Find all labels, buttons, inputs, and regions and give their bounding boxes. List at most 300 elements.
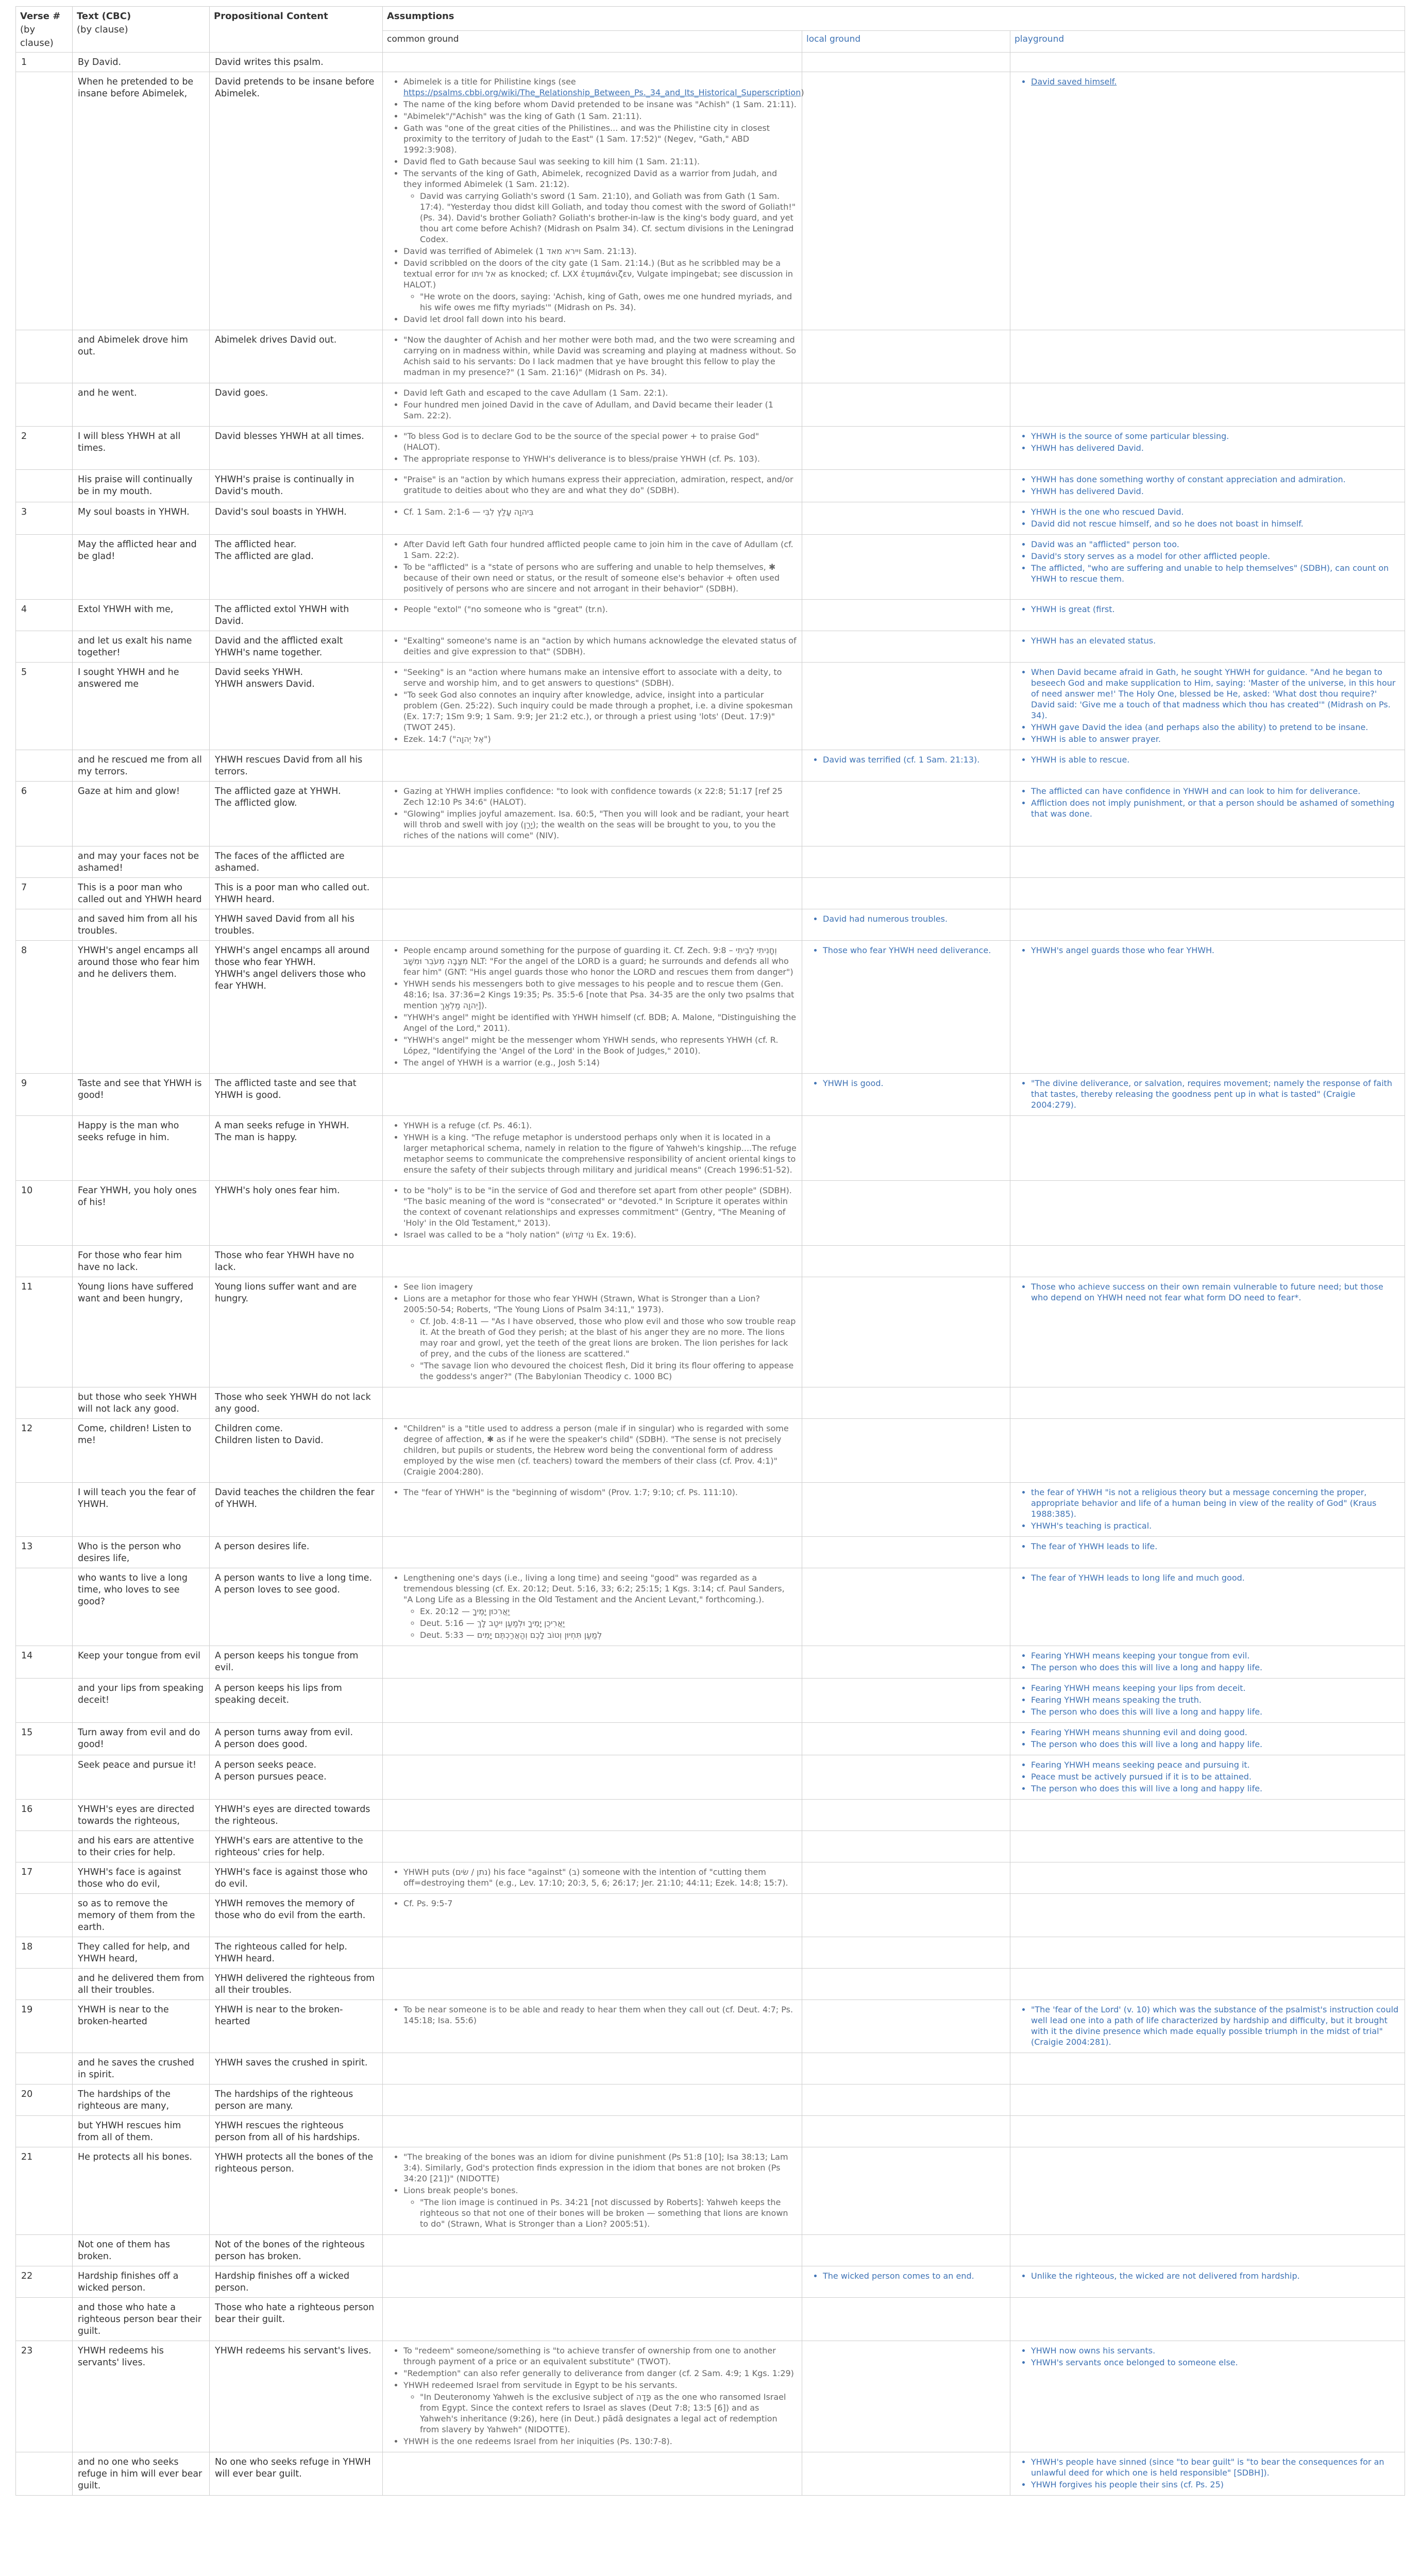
- verse-number-cell: [16, 383, 73, 427]
- proposition-line: David goes.: [215, 388, 268, 398]
- assumption-item: • The fear of YHWH leads to long life and much good.: [1031, 1572, 1399, 1583]
- assumption-item: • the fear of YHWH "is not a religious theory but a message concerning the proper, appropriate behavior and life of a human being in view of the reality of God" (Kraus 1988:385).: [1031, 1487, 1399, 1519]
- assumption-list: [1016, 667, 1399, 744]
- clause-text-cell: but YHWH rescues him from all of them.: [73, 2116, 210, 2147]
- proposition-line: Those who seek YHWH do not lack any good.: [215, 1392, 371, 1414]
- propositional-content-cell: [210, 1568, 383, 1646]
- clause-text-cell: Keep your tongue from evil: [73, 1646, 210, 1679]
- playground-cell: [1010, 2235, 1405, 2266]
- assumption-item: • YHWH puts (נתן / שׂים) his face "against" (ב) someone with the intention of "cutting them off=destroying them" (e.g., Lev. 17:10; 20:3, 5, 6; 26:17; Jer. 21:10; 44:11; Ezek. 14:8; 15:7).: [403, 1867, 797, 1888]
- assumption-item: • The afflicted can have confidence in YHWH and can look to him for deliverance.: [1031, 786, 1399, 796]
- playground-cell: [1010, 2147, 1405, 2235]
- assumption-list: [388, 945, 797, 1068]
- common-ground-cell: [383, 1116, 802, 1181]
- common-ground-cell: [383, 330, 802, 383]
- common-ground-cell: [383, 1894, 802, 1937]
- verse-number-cell: [16, 2053, 73, 2084]
- clause-text-cell: I sought YHWH and he answered me: [73, 663, 210, 750]
- propositional-content-cell: [210, 1277, 383, 1387]
- local-ground-cell: [802, 1246, 1010, 1277]
- common-ground-cell: [383, 2147, 802, 2235]
- assumption-list: [1016, 506, 1399, 529]
- table-row: [16, 1568, 1405, 1646]
- assumption-item: • Fearing YHWH means keeping your tongue from evil.: [1031, 1650, 1399, 1661]
- propositional-content-cell: [210, 2084, 383, 2116]
- assumption-item: • To be near someone is to be able and ready to hear them when they call out (cf. Deut. 4:7; Ps. 145:18; Isa. 55:6): [403, 2004, 797, 2026]
- table-row: [16, 1723, 1405, 1755]
- assumption-item: • YHWH's servants once belonged to someone else.: [1031, 2357, 1399, 2368]
- assumption-list: [388, 2151, 797, 2229]
- assumption-item: • Fearing YHWH means speaking the truth.: [1031, 1694, 1399, 1705]
- playground-cell: [1010, 1679, 1405, 1723]
- verse-number-cell: [16, 1894, 73, 1937]
- playground-cell: [1010, 383, 1405, 427]
- local-ground-cell: [802, 1646, 1010, 1679]
- assumption-list: [1016, 604, 1399, 615]
- clause-text-cell: Hardship finishes off a wicked person.: [73, 2266, 210, 2298]
- local-ground-cell: [802, 1537, 1010, 1568]
- clause-text-cell: Taste and see that YHWH is good!: [73, 1074, 210, 1116]
- playground-cell: [1010, 2266, 1405, 2298]
- assumption-item: • "Now the daughter of Achish and her mother were both mad, and the two were screaming and carrying on in madness within, while David was screaming and playing at madness without. So Achish said to his servants: Do I lack madmen that ye have brought this fellow to play the madman in my presence?" (1 Sam. 21:16)" (Midrash on Ps. 34).: [403, 334, 797, 378]
- verse-number-cell: 8: [16, 941, 73, 1074]
- table-row: [16, 2084, 1405, 2116]
- table-row: [16, 1246, 1405, 1277]
- proposition-line: Children come.: [215, 1423, 283, 1434]
- assumption-item: • David left Gath and escaped to the cave Adullam (1 Sam. 22:1).: [403, 387, 797, 398]
- proposition-line: A person seeks peace.: [215, 1760, 317, 1770]
- proposition-line: The righteous called for help.: [215, 1942, 347, 1952]
- local-ground-cell: [802, 2298, 1010, 2341]
- local-ground-cell: [802, 600, 1010, 631]
- proposition-line: A person wants to live a long time.: [215, 1573, 373, 1583]
- verse-number-cell: [16, 1246, 73, 1277]
- assumption-list: [1016, 1727, 1399, 1750]
- propositional-content-cell: [210, 2053, 383, 2084]
- proposition-line: A person turns away from evil.: [215, 1727, 353, 1738]
- proposition-line: A person keeps his lips from speaking deceit.: [215, 1683, 342, 1705]
- proposition-line: YHWH's face is against those who do evil.: [215, 1867, 368, 1889]
- clause-text-cell: For those who fear him have no lack.: [73, 1246, 210, 1277]
- assumption-item: • See lion imagery: [403, 1281, 797, 1292]
- table-row: [16, 1679, 1405, 1723]
- verse-number-cell: [16, 470, 73, 502]
- table-row: [16, 1937, 1405, 1969]
- proposition-line: Hardship finishes off a wicked person.: [215, 2271, 350, 2293]
- assumption-sublist: [403, 2197, 797, 2229]
- proposition-line: The afflicted extol YHWH with David.: [215, 604, 349, 626]
- propositional-content-cell: [210, 1181, 383, 1246]
- assumption-list: [1016, 2345, 1399, 2368]
- common-ground-cell: [383, 1862, 802, 1894]
- clause-text-cell: Turn away from evil and do good!: [73, 1723, 210, 1755]
- playground-cell: [1010, 1894, 1405, 1937]
- assumption-item: • Those who achieve success on their own remain vulnerable to future need; but those who depend on YHWH need not fear what form DO need to fear*.: [1031, 1281, 1399, 1303]
- clause-text-cell: and Abimelek drove him out.: [73, 330, 210, 383]
- common-ground-cell: [383, 631, 802, 663]
- verse-number-cell: [16, 750, 73, 782]
- local-ground-cell: [802, 941, 1010, 1074]
- verse-number-cell: 10: [16, 1181, 73, 1246]
- propositional-content-cell: [210, 1831, 383, 1862]
- local-ground-cell: [802, 1831, 1010, 1862]
- proposition-line: Not of the bones of the righteous person has broken.: [215, 2240, 365, 2262]
- clause-text-cell: His praise will continually be in my mouth.: [73, 470, 210, 502]
- assumption-item: • Fearing YHWH means seeking peace and pursuing it.: [1031, 1759, 1399, 1770]
- proposition-line: A person desires life.: [215, 1541, 310, 1552]
- local-ground-cell: [802, 2147, 1010, 2235]
- playground-cell: [1010, 2053, 1405, 2084]
- assumption-item: • The wicked person comes to an end.: [823, 2270, 1005, 2281]
- propositional-content-cell: [210, 1646, 383, 1679]
- assumption-subitem: ◦ "In Deuteronomy Yahweh is the exclusive subject of פָּדָה as the one who ransomed Israel from Egypt. Since the context refers to Israel as slaves (Deut 7:8; 13:5 [6]) and as Yahweh's inheritance (9:26), here (in Deut.) pādâ designates a legal act of redemption from slavery by Yahweh" (NIDOTTE).: [420, 2392, 797, 2435]
- assumption-item: • Fearing YHWH means keeping your lips from deceit.: [1031, 1683, 1399, 1693]
- verse-number-cell: 11: [16, 1277, 73, 1387]
- local-ground-cell: [802, 53, 1010, 72]
- local-ground-cell: [802, 1277, 1010, 1387]
- clause-text-cell: Fear YHWH, you holy ones of his!: [73, 1181, 210, 1246]
- assumption-item: • Lengthening one's days (i.e., living a long time) and seeing "good" was regarded as a tremendous blessing (cf. Ex. 20:12; Deut. 5:16, 33; 6:2; 25:15; 1 Kgs. 3:14; cf. Paul Sanders, "A Long Life as a Blessing in the Old Testament and the Ancient Levant," forthcoming.). ◦ Ex. 20:12 — יַאֲרִכוּן יָמֶיךָ ◦ Deut. 5:16 — יַאֲרִיכֻן יָמֶיךָ וּלְמַעַן יִיטַב לָךְ ◦ Deut. 5:33 — לְמַעַן תִּחְיוּן וְטוֹב לָכֶם וְהַאֲרַכְתֶּם יָמִים: [403, 1572, 797, 1640]
- common-ground-cell: [383, 470, 802, 502]
- assumption-item: • When David became afraid in Gath, he sought YHWH for guidance. "And he began to beseech God and make supplication to Him, saying: 'Master of the universe, in this hour of need answer me!' The Holy One, blessed be He, asked: 'What dost thou require?' David said: 'Give me a touch of that madness which thou has created'" (Midrash on Ps. 34).: [1031, 667, 1399, 721]
- assumption-item: [403, 291, 797, 313]
- assumption-item: • YHWH is great (first.: [1031, 604, 1399, 615]
- common-ground-cell: [383, 2053, 802, 2084]
- table-row: [16, 2298, 1405, 2341]
- proposition-line: The faces of the afflicted are ashamed.: [215, 851, 345, 873]
- verse-number-cell: [16, 1969, 73, 2000]
- table-row: [16, 782, 1405, 846]
- verse-number-cell: [16, 909, 73, 941]
- local-ground-cell: [802, 2053, 1010, 2084]
- propositional-content-cell: [210, 2000, 383, 2053]
- table-row: [16, 1537, 1405, 1568]
- local-ground-cell: [802, 909, 1010, 941]
- table-row: [16, 2053, 1405, 2084]
- propositional-column-header: Propositional Content: [210, 7, 383, 53]
- assumption-item: • Abimelek is a title for Philistine kings (see https://psalms.cbbi.org/wiki/The_Relationship_Between_Ps._34_and_Its_Historical_Superscription): [403, 76, 797, 98]
- assumption-item: • The fear of YHWH leads to life.: [1031, 1541, 1399, 1552]
- assumption-list: [388, 1185, 797, 1240]
- assumption-list: [1016, 2004, 1399, 2047]
- assumption-list: [1016, 2270, 1399, 2281]
- assumption-sublist: [403, 291, 797, 313]
- clause-text-cell: YHWH is near to the broken-hearted: [73, 2000, 210, 2053]
- assumption-item: • YHWH's teaching is practical.: [1031, 1520, 1399, 1531]
- proposition-line: Those who fear YHWH have no lack.: [215, 1250, 354, 1273]
- table-row: [16, 1755, 1405, 1800]
- clause-text-cell: May the afflicted hear and be glad!: [73, 535, 210, 600]
- local-ground-cell: [802, 1387, 1010, 1419]
- common-ground-cell: [383, 2000, 802, 2053]
- common-ground-cell: [383, 1246, 802, 1277]
- table-row: [16, 2235, 1405, 2266]
- verse-number-cell: 18: [16, 1937, 73, 1969]
- table-row: [16, 1862, 1405, 1894]
- common-ground-cell: [383, 750, 802, 782]
- local-ground-cell: [802, 72, 1010, 330]
- clause-text-cell: and those who hate a righteous person bear their guilt.: [73, 2298, 210, 2341]
- assumption-list: [1016, 1572, 1399, 1583]
- local-ground-cell: [802, 1969, 1010, 2000]
- playground-cell: [1010, 330, 1405, 383]
- table-row: [16, 330, 1405, 383]
- verse-number-cell: [16, 2116, 73, 2147]
- table-row: [16, 631, 1405, 663]
- propositional-content-cell: [210, 1755, 383, 1800]
- local-ground-cell: [802, 2235, 1010, 2266]
- clause-text-cell: who wants to live a long time, who loves to see good?: [73, 1568, 210, 1646]
- clause-text-cell: Extol YHWH with me,: [73, 600, 210, 631]
- assumption-list: [388, 2345, 797, 2447]
- assumption-list: [388, 334, 797, 378]
- common-ground-cell: [383, 1568, 802, 1646]
- assumption-list: [388, 431, 797, 464]
- assumption-item: • The angel of YHWH is a warrior (e.g., Josh 5:14): [403, 1057, 797, 1068]
- propositional-content-cell: [210, 383, 383, 427]
- propositional-content-cell: [210, 1937, 383, 1969]
- propositional-content-cell: [210, 1483, 383, 1537]
- clause-text-cell: and he went.: [73, 383, 210, 427]
- assumption-list: [388, 539, 797, 594]
- proposition-line: YHWH saved David from all his troubles.: [215, 914, 354, 936]
- playground-cell: [1010, 53, 1405, 72]
- proposition-line: This is a poor man who called out.: [215, 883, 370, 893]
- proposition-line: YHWH's ears are attentive to the righteous' cries for help.: [215, 1836, 363, 1858]
- assumption-item: • YHWH forgives his people their sins (cf. Ps. 25): [1031, 2479, 1399, 2490]
- propositional-content-cell: [210, 2116, 383, 2147]
- clause-text-cell: YHWH's face is against those who do evil,: [73, 1862, 210, 1894]
- assumption-list: [388, 474, 797, 496]
- table-row: [16, 1387, 1405, 1419]
- proposition-line: David teaches the children the fear of YHWH.: [215, 1487, 375, 1510]
- clause-text-cell: and your lips from speaking deceit!: [73, 1679, 210, 1723]
- propositional-content-cell: [210, 663, 383, 750]
- verse-number-cell: 6: [16, 782, 73, 846]
- reference-link[interactable]: https://psalms.cbbi.org/wiki/The_Relationship_Between_Ps._34_and_Its_Historical_Superscription: [403, 88, 801, 97]
- assumption-subitem: ◦ "He wrote on the doors, saying: 'Achish, king of Gath, owes me one hundred myriads, and his wife owes me fifty myriads'" (Midrash on Ps. 34).: [420, 291, 797, 313]
- assumption-list: [388, 786, 797, 841]
- proposition-line: YHWH delivered the righteous from all their troubles.: [215, 1973, 375, 1995]
- proposition-line: YHWH heard.: [215, 1954, 275, 1964]
- text-column-header: Text (CBC) (by clause): [73, 7, 210, 53]
- verse-number-cell: 5: [16, 663, 73, 750]
- table-row: [16, 1800, 1405, 1831]
- playground-cell: [1010, 2341, 1405, 2452]
- playground-cell: [1010, 1831, 1405, 1862]
- playground-cell: [1010, 1862, 1405, 1894]
- assumption-subitem: ◦ "The savage lion who devoured the choicest flesh, Did it bring its flour offering to appease the goddess's anger?" (The Babylonian Theodicy c. 1000 BC): [420, 1360, 797, 1382]
- assumption-list: [1016, 1281, 1399, 1303]
- verse-number-cell: [16, 2452, 73, 2496]
- propositional-content-cell: [210, 1969, 383, 2000]
- propositional-content-cell: [210, 600, 383, 631]
- common-ground-cell: [383, 1277, 802, 1387]
- verse-number-cell: 21: [16, 2147, 73, 2235]
- clause-text-cell: but those who seek YHWH will not lack any good.: [73, 1387, 210, 1419]
- verse-number-cell: 17: [16, 1862, 73, 1894]
- table-row: [16, 909, 1405, 941]
- table-row: [16, 1483, 1405, 1537]
- common-ground-cell: [383, 941, 802, 1074]
- local-ground-cell: [802, 1862, 1010, 1894]
- assumption-subitem: ◦ Deut. 5:16 — יַאֲרִיכֻן יָמֶיךָ וּלְמַעַן יִיטַב לָךְ: [420, 1618, 797, 1629]
- verse-number-cell: [16, 330, 73, 383]
- table-row: [16, 1181, 1405, 1246]
- verse-number-cell: [16, 1755, 73, 1800]
- proposition-line: The afflicted gaze at YHWH.: [215, 786, 341, 796]
- assumption-item: • YHWH is able to rescue.: [1031, 754, 1399, 765]
- assumption-item: • YHWH now owns his servants.: [1031, 2345, 1399, 2356]
- common-ground-cell: [383, 2084, 802, 2116]
- assumption-item: • People encamp around something for the purpose of guarding it. Cf. Zech. 9:8 – וְחָנִיתִי לְבֵיתִי מִצָּבָה מֵעֹבֵר וּמִשָּׁב NLT: "For the angel of the LORD is a guard; he surrounds and defends all who fear him" (GNT: "His angel guards those who honor the LORD and rescues them from danger"): [403, 945, 797, 977]
- assumption-item: • "Praise" is an "action by which humans express their appreciation, admiration, respect, and/or gratitude to deities about who they are and what they do" (SDBH).: [403, 474, 797, 496]
- assumption-item: • The person who does this will live a long and happy life.: [1031, 1739, 1399, 1750]
- assumption-item: • to be "holy" is to be "in the service of God and therefore set apart from other people" (SDBH). "The basic meaning of the word is "consecrated" or "devoted." In Scripture it operates within the context of covenant relationships and expresses commitment" (Gentry, "The Meaning of 'Holy' in the Old Testament," 2013).: [403, 1185, 797, 1228]
- assumption-list: [807, 913, 1005, 924]
- common-ground-cell: [383, 2298, 802, 2341]
- proposition-line: The hardships of the righteous person are many.: [215, 2089, 353, 2111]
- proposition-line: David's soul boasts in YHWH.: [215, 507, 347, 517]
- playground-cell: [1010, 2116, 1405, 2147]
- assumption-item: • Cf. Ps. 9:5-7: [403, 1898, 797, 1909]
- clause-text-cell: Who is the person who desires life,: [73, 1537, 210, 1568]
- clause-text-cell: I will teach you the fear of YHWH.: [73, 1483, 210, 1537]
- playground-header: playground: [1010, 31, 1405, 53]
- local-ground-cell: [802, 2341, 1010, 2452]
- playground-cell: [1010, 470, 1405, 502]
- clause-text-cell: My soul boasts in YHWH.: [73, 502, 210, 535]
- assumption-subitem: ◦ "The lion image is continued in Ps. 34:21 [not discussed by Roberts]: Yahweh keeps the righteous so that not one of their bones will be broken — something that lions are known to do" (Strawn, What is Stronger than a Lion? 2005:51).: [420, 2197, 797, 2229]
- propositional-content-cell: [210, 941, 383, 1074]
- proposition-line: YHWH removes the memory of those who do evil from the earth.: [215, 1899, 366, 1921]
- clause-text-cell: and saved him from all his troubles.: [73, 909, 210, 941]
- assumption-list: [1016, 754, 1399, 765]
- table-row: [16, 1831, 1405, 1862]
- proposition-line: A person does good.: [215, 1739, 308, 1750]
- verse-number-cell: [16, 1483, 73, 1537]
- table-row: [16, 846, 1405, 878]
- assumption-list: [807, 1078, 1005, 1089]
- verse-number-cell: 15: [16, 1723, 73, 1755]
- assumption-list: [1016, 1078, 1399, 1110]
- assumption-list: [1016, 635, 1399, 646]
- local-ground-cell: [802, 846, 1010, 878]
- assumption-item: • "Exalting" someone's name is an "action by which humans acknowledge the elevated status of deities and give expression to that" (SDBH).: [403, 635, 797, 657]
- assumption-item: • Fearing YHWH means shunning evil and doing good.: [1031, 1727, 1399, 1738]
- assumption-item: • David was terrified of Abimelek (1 ויירא מאד Sam. 21:13).: [403, 246, 797, 257]
- proposition-line: David pretends to be insane before Abimelek.: [215, 77, 375, 99]
- table-row: [16, 427, 1405, 470]
- local-ground-cell: [802, 1755, 1010, 1800]
- assumption-list: [1016, 945, 1399, 956]
- verse-number-cell: [16, 2235, 73, 2266]
- table-row: [16, 2000, 1405, 2053]
- common-ground-cell: [383, 1937, 802, 1969]
- table-row: [16, 53, 1405, 72]
- assumption-item: • YHWH is good.: [823, 1078, 1005, 1089]
- playground-cell: [1010, 1074, 1405, 1116]
- local-ground-cell: [802, 2452, 1010, 2496]
- assumption-item: • People "extol" ("no someone who is "great" (tr.n).: [403, 604, 797, 615]
- playground-cell: [1010, 2000, 1405, 2053]
- common-ground-header: common ground: [383, 31, 802, 53]
- local-ground-cell: [802, 2000, 1010, 2053]
- local-ground-cell: [802, 663, 1010, 750]
- clause-text-cell: Seek peace and pursue it!: [73, 1755, 210, 1800]
- assumption-item: • YHWH is able to answer prayer.: [1031, 734, 1399, 744]
- proposition-line: YHWH protects all the bones of the righteous person.: [215, 2152, 374, 2174]
- clause-text-cell: He protects all his bones.: [73, 2147, 210, 2235]
- assumption-list: [388, 1423, 797, 1477]
- assumption-list: [1016, 76, 1399, 87]
- table-row: [16, 663, 1405, 750]
- proposition-line: David and the afflicted exalt YHWH's name together.: [215, 636, 343, 658]
- playground-cell: [1010, 1937, 1405, 1969]
- clause-text-cell: and may your faces not be ashamed!: [73, 846, 210, 878]
- proposition-line: Children listen to David.: [215, 1435, 324, 1446]
- assumption-list: [388, 2004, 797, 2026]
- proposition-line: YHWH heard.: [215, 894, 275, 905]
- playground-cell: [1010, 631, 1405, 663]
- playground-cell: [1010, 1277, 1405, 1387]
- common-ground-cell: [383, 53, 802, 72]
- assumption-item: • To be "afflicted" is a "state of persons who are suffering and unable to help themselves, ✱ because of their own need or status, or the result of someone else's behavior + often used positively of persons who are sincere and not arrogant in their behavior" (SDBH).: [403, 562, 797, 594]
- assumption-item: • The servants of the king of Gath, Abimelek, recognized David as a warrior from Judah, and they informed Abimelek (1 Sam. 21:12).: [403, 168, 797, 190]
- assumption-list: [388, 635, 797, 657]
- table-row: [16, 535, 1405, 600]
- common-ground-cell: [383, 1074, 802, 1116]
- clause-text-cell: so as to remove the memory of them from the earth.: [73, 1894, 210, 1937]
- propositional-content-cell: [210, 1246, 383, 1277]
- assumption-item: • "Redemption" can also refer generally to deliverance from danger (cf. 2 Sam. 4:9; 1 Kgs. 1:29): [403, 2368, 797, 2379]
- assumption-item: • Gath was "one of the great cities of the Philistines... and was the Philistine city in closest proximity to the territory of Judah to the East" (1 Sam. 17:52)" (Negev, "Gath," ABD 1992:3:908).: [403, 123, 797, 155]
- assumption-item: • David saved himself.: [1031, 76, 1399, 87]
- playground-cell: [1010, 535, 1405, 600]
- local-ground-cell: [802, 1679, 1010, 1723]
- assumption-item: • YHWH redeemed Israel from servitude in Egypt to be his servants. ◦ "In Deuteronomy Yahweh is the exclusive subject of פָּדָה as the one who ransomed Israel from Egypt. Since the context refers to Israel as slaves (Deut 7:8; 13:5 [6]) and as Yahweh's inheritance (9:26), here (in Deut.) pādâ designates a legal act of redemption from slavery by Yahweh" (NIDOTTE).: [403, 2380, 797, 2435]
- propositional-content-cell: [210, 1116, 383, 1181]
- local-ground-cell: [802, 631, 1010, 663]
- assumption-item: • David's story serves as a model for other afflicted people.: [1031, 551, 1399, 562]
- verse-number-cell: [16, 1387, 73, 1419]
- verse-number-cell: 22: [16, 2266, 73, 2298]
- common-ground-cell: [383, 1483, 802, 1537]
- table-row: [16, 600, 1405, 631]
- assumption-item: • Lions are a metaphor for those who fear YHWH (Strawn, What is Stronger than a Lion? 2005:50-54; Roberts, "The Young Lions of Psalm 34:11," 1973). ◦ Cf. Job. 4:8-11 — "As I have observed, those who plow evil and those who sow trouble reap it. At the breath of God they perish; at the blast of his anger they are no more. The lions may roar and growl, yet the teeth of the great lions are broken. The lion perishes for lack of prey, and the cubs of the lioness are scattered." ◦ "The savage lion who devoured the choicest flesh, Did it bring its flour offering to appease the goddess's anger?" (The Babylonian Theodicy c. 1000 BC): [403, 1293, 797, 1382]
- assumption-item: • "Abimelek"/"Achish" was the king of Gath (1 Sam. 21:11).: [403, 111, 797, 122]
- table-row: [16, 1116, 1405, 1181]
- assumption-item: • YHWH's angel guards those who fear YHWH.: [1031, 945, 1399, 956]
- assumption-list: [1016, 431, 1399, 453]
- assumption-list: [1016, 786, 1399, 819]
- verse-number-cell: [16, 1831, 73, 1862]
- table-row: [16, 750, 1405, 782]
- clause-text-cell: and he delivered them from all their troubles.: [73, 1969, 210, 2000]
- common-ground-cell: [383, 1387, 802, 1419]
- propositional-content-cell: [210, 330, 383, 383]
- common-ground-cell: [383, 1831, 802, 1862]
- propositional-content-cell: [210, 2235, 383, 2266]
- playground-cell: [1010, 941, 1405, 1074]
- clause-text-cell: Not one of them has broken.: [73, 2235, 210, 2266]
- proposition-line: David seeks YHWH.: [215, 667, 303, 677]
- playground-cell: [1010, 846, 1405, 878]
- propositional-content-cell: [210, 470, 383, 502]
- verse-number-cell: 2: [16, 427, 73, 470]
- proposition-line: YHWH saves the crushed in spirit.: [215, 2058, 368, 2068]
- verse-number-cell: [16, 1116, 73, 1181]
